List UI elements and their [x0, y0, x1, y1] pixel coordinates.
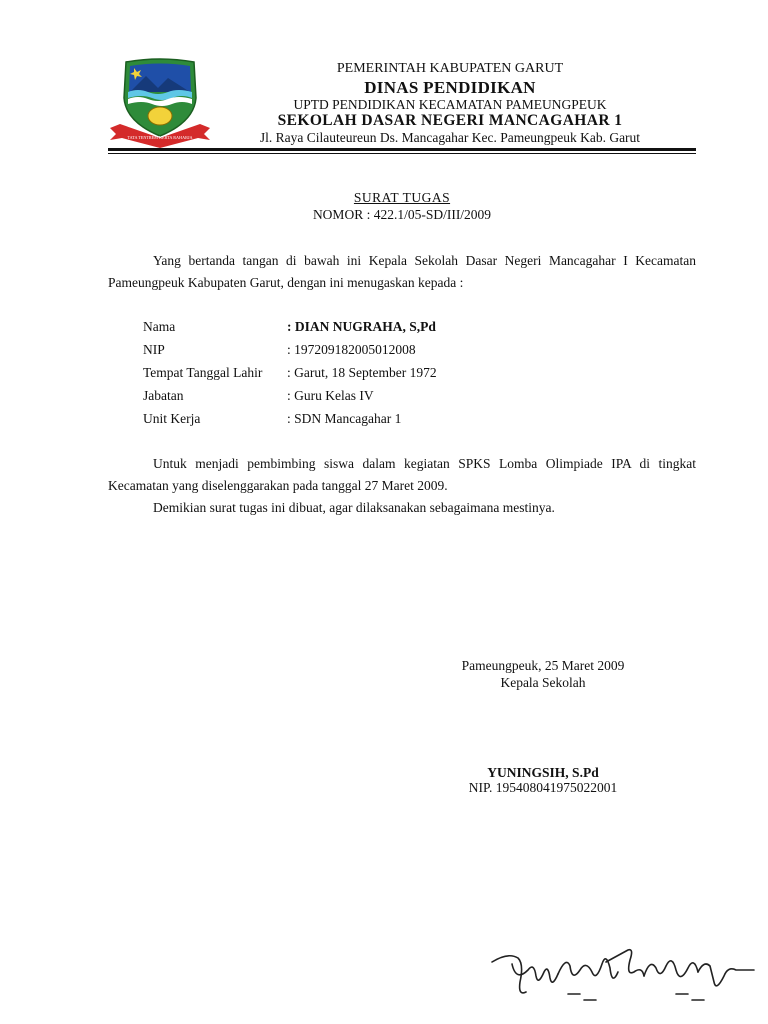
garut-emblem-logo: [106, 58, 214, 150]
field-value-ttl: : Garut, 18 September 1972: [287, 365, 437, 380]
field-label-jabatan: Jabatan: [143, 388, 184, 403]
signatory-nip: NIP. 195408041975022001: [468, 780, 618, 795]
field-value-unit-kerja: : SDN Mancagahar 1: [287, 411, 402, 426]
letter-title: SURAT TUGAS: [353, 190, 451, 205]
closing-paragraph: Demikian surat tugas ini dibuat, agar dilaksanakan sebagaimana mestinya.: [153, 500, 555, 515]
field-label-nip: NIP: [143, 342, 165, 357]
header-divider-thick: [108, 148, 696, 151]
field-value-jabatan: : Guru Kelas IV: [287, 388, 374, 403]
field-label-nama: Nama: [143, 319, 176, 334]
field-label-unit-kerja: Unit Kerja: [143, 411, 201, 426]
letter-number: NOMOR : 422.1/05-SD/III/2009: [312, 207, 492, 222]
handwritten-signature: [488, 942, 758, 1012]
intro-paragraph: Yang bertanda tangan di bawah ini Kepala Sekolah Dasar Negeri Mancagahar I Kecamatan Pameungpeuk Kabupaten Garut, dengan ini menugaskan kepada :: [108, 253, 696, 290]
field-value-nama: : DIAN NUGRAHA, S,Pd: [287, 319, 436, 334]
signature-position: Kepala Sekolah: [500, 675, 586, 690]
purpose-paragraph: Untuk menjadi pembimbing siswa dalam kegiatan SPKS Lomba Olimpiade IPA di tingkat Kecamatan yang diselenggarakan pada tanggal 27 Maret 2009.: [108, 456, 696, 493]
header-school-name: SEKOLAH DASAR NEGERI MANCAGAHAR 1: [277, 112, 623, 129]
field-value-nip: : 197209182005012008: [287, 342, 416, 357]
header-divider-thin: [108, 153, 696, 154]
signature-place-date: Pameungpeuk, 25 Maret 2009: [461, 658, 625, 673]
header-department: DINAS PENDIDIKAN: [364, 78, 536, 97]
field-label-ttl: Tempat Tanggal Lahir: [143, 365, 263, 380]
header-address: Jl. Raya Cilauteureun Ds. Mancagahar Kec. Pameungpeuk Kab. Garut: [259, 130, 641, 145]
svg-text:TATA TENTREM KERTA RAHARJA: TATA TENTREM KERTA RAHARJA: [127, 135, 193, 140]
signatory-name: YUNINGSIH, S.Pd: [487, 765, 599, 780]
header-uptd: UPTD PENDIDIKAN KECAMATAN PAMEUNGPEUK: [293, 97, 607, 112]
header-government: PEMERINTAH KABUPATEN GARUT: [336, 61, 564, 76]
